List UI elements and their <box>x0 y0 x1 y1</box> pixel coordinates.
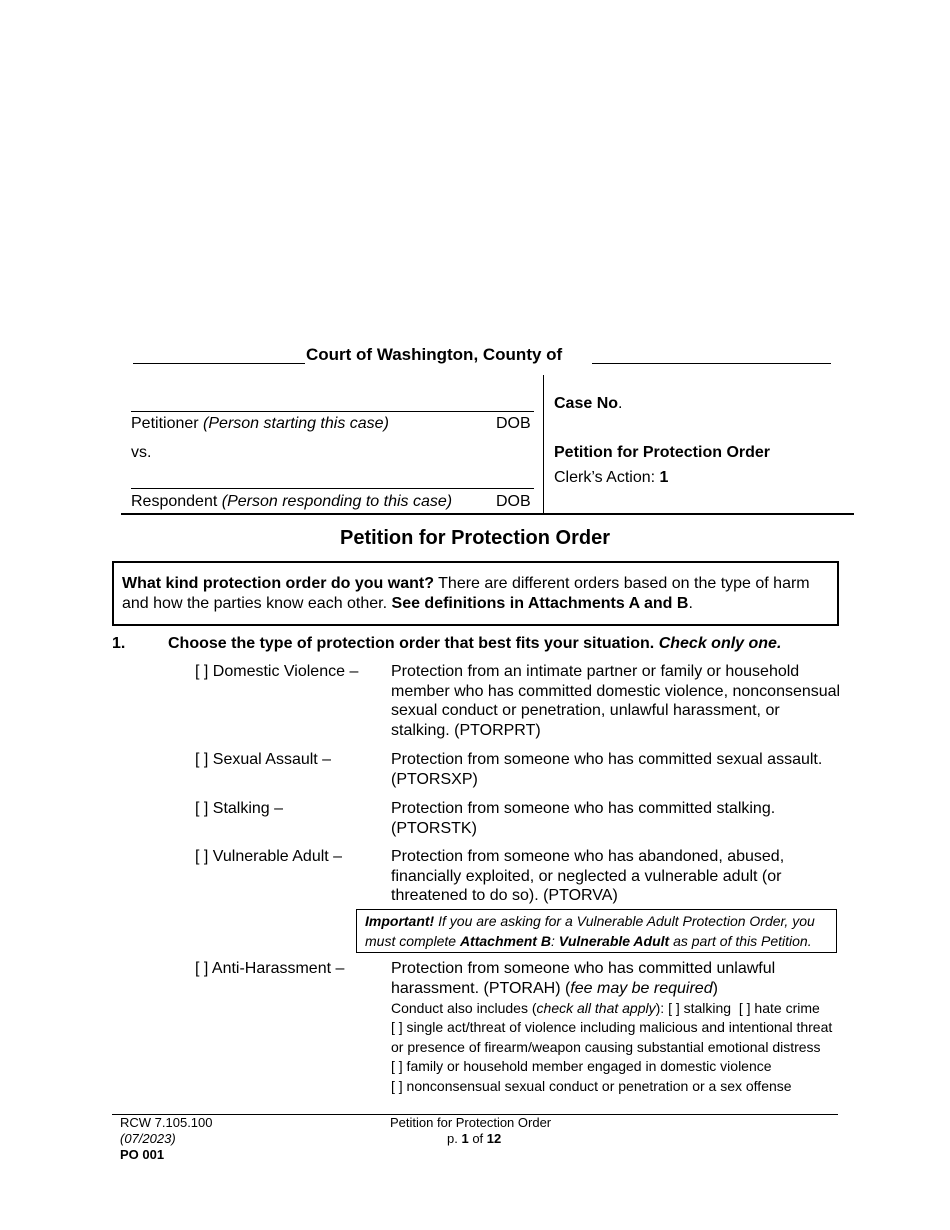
conduct-check-all: check all that apply <box>536 1000 656 1016</box>
question-main: Choose the type of protection order that best fits your situation. <box>168 635 659 652</box>
info-definitions: See definitions in Attachments A and B <box>391 595 689 612</box>
conduct-intro-end: ): <box>655 1000 665 1016</box>
option-domestic-violence-description: Protection from an intimate partner or family or household member who has committed domestic violence, nonconsensual sexual conduct or penetration, unlawful harassment, or stalking. (PTORPRT) <box>391 663 841 739</box>
anti-harassment-text: Protection from someone who has committed unlawful harassment. (PTORAH) ( <box>391 960 776 997</box>
option-domestic-violence[interactable]: [ ] Domestic Violence – <box>195 663 359 680</box>
option-vulnerable-adult[interactable]: [ ] Vulnerable Adult – <box>195 848 343 865</box>
clerk-action-label: Clerk’s Action: <box>554 469 660 486</box>
footer-title: Petition for Protection Order <box>390 1115 552 1130</box>
info-end: . <box>688 595 693 612</box>
court-name-blank[interactable] <box>133 344 305 364</box>
conduct-hate-crime[interactable]: [ ] hate crime <box>738 1000 820 1016</box>
petitioner-label <box>131 414 389 434</box>
clerk-action-value: 1 <box>659 469 669 486</box>
fee-close: ) <box>712 979 718 997</box>
page-current: 1 <box>461 1131 469 1146</box>
conduct-nonconsensual[interactable]: [ ] nonconsensual sexual conduct or penetration or a sex offense <box>391 1078 792 1094</box>
question-text <box>168 634 781 654</box>
conduct-intro: Conduct also includes ( <box>391 1000 537 1016</box>
petitioner-label-text: Petitioner <box>131 415 199 432</box>
respondent-note: (Person responding to this case) <box>221 493 453 510</box>
case-no-label: Case No <box>554 395 619 412</box>
page-title: Petition for Protection Order <box>339 527 611 549</box>
respondent-dob: DOB <box>496 493 531 510</box>
option-vulnerable-adult-description: Protection from someone who has abandoned, abused, financially exploited, or neglected a vulnerable adult (or threatened to do so). (PTORVA) <box>391 848 785 904</box>
respondent-label-text: Respondent <box>131 493 218 510</box>
clerk-action <box>554 468 668 488</box>
footer-form-number: PO 001 <box>120 1147 165 1162</box>
case-number <box>554 394 622 414</box>
footer-rcw: RCW 7.105.100 <box>120 1115 213 1130</box>
page-of: of <box>468 1131 487 1146</box>
option-sexual-assault-description: Protection from someone who has committed sexual assault. (PTORSXP) <box>391 751 823 788</box>
important-attachment: Attachment B <box>459 933 551 949</box>
caption-bottom-rule <box>121 513 854 515</box>
page-total: 12 <box>486 1131 502 1146</box>
important-va: Vulnerable Adult <box>558 933 670 949</box>
option-sexual-assault[interactable]: [ ] Sexual Assault – <box>195 751 332 768</box>
question-check-only: Check only one. <box>658 635 782 652</box>
respondent-label <box>131 492 452 512</box>
info-body: There are different orders based on the type of harm and how the parties know each other. <box>122 575 810 612</box>
case-no-period: . <box>618 395 623 412</box>
important-lead: Important! <box>365 913 435 929</box>
info-question: What kind protection order do you want? <box>122 575 434 592</box>
conduct-family[interactable]: [ ] family or household member engaged in domestic violence <box>391 1058 772 1074</box>
page-prefix: p. <box>447 1131 462 1146</box>
petitioner-dob: DOB <box>496 415 531 432</box>
question-number: 1. <box>112 635 126 652</box>
important-note <box>356 909 837 953</box>
court-header <box>133 344 831 366</box>
important-colon: : <box>550 933 559 949</box>
option-anti-harassment[interactable]: [ ] Anti-Harassment – <box>195 960 345 977</box>
option-stalking-description: Protection from someone who has committed stalking. (PTORSTK) <box>391 800 776 837</box>
court-title: Court of Washington, County of <box>306 345 563 364</box>
caption-form-title: Petition for Protection Order <box>554 444 771 461</box>
option-stalking[interactable]: [ ] Stalking – <box>195 800 284 817</box>
petitioner-name-line[interactable] <box>131 411 534 412</box>
fee-note: fee may be required <box>570 979 713 997</box>
important-text1: If you are asking for a Vulnerable Adult Protection Order, you must complete <box>365 913 815 949</box>
conduct-line <box>391 999 841 1019</box>
conduct-stalking[interactable]: [ ] stalking <box>668 1000 732 1016</box>
conduct-single-act[interactable]: [ ] single act/threat of violence including malicious and intentional threat or presence of firearm/weapon causing substantial emotional distress <box>391 1019 833 1055</box>
info-box <box>112 561 839 626</box>
respondent-name-line[interactable] <box>131 488 534 489</box>
county-blank[interactable] <box>592 344 831 364</box>
footer-date: (07/2023) <box>120 1131 176 1146</box>
petitioner-note: (Person starting this case) <box>203 415 389 432</box>
footer-page <box>447 1131 501 1147</box>
caption-divider <box>543 375 544 515</box>
important-text2: as part of this Petition. <box>669 933 812 949</box>
option-anti-harassment-description <box>391 959 841 998</box>
vs-label: vs. <box>131 444 152 461</box>
